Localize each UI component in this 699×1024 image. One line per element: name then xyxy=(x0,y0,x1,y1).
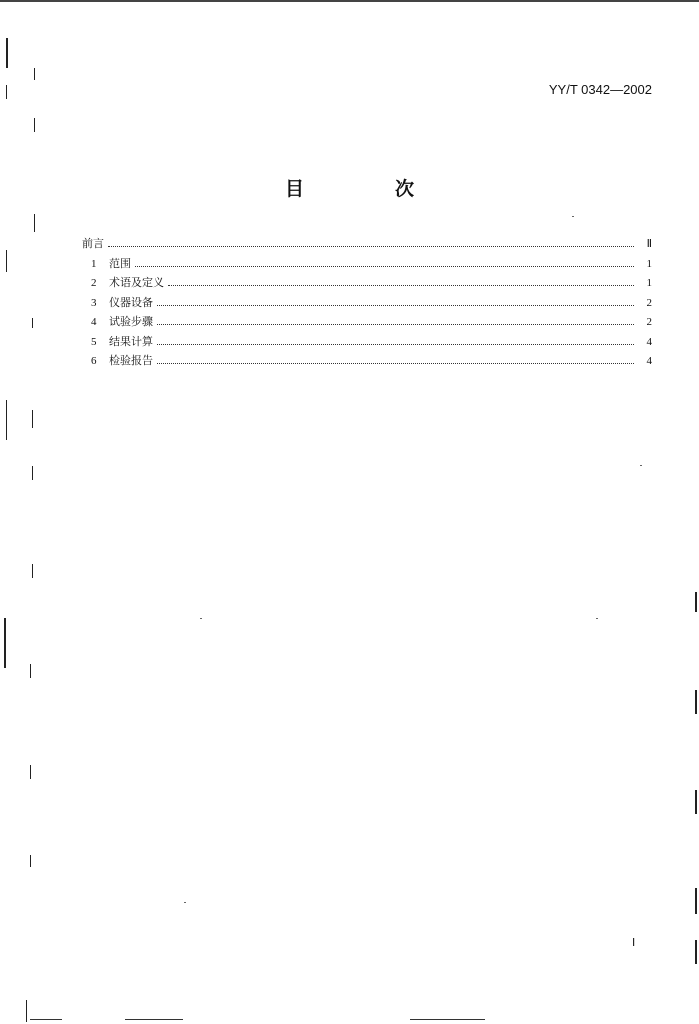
toc-entry-label: 试验步骤 xyxy=(109,315,153,328)
toc-entry-apparatus[interactable] xyxy=(82,294,652,314)
toc-entry-page: 2 xyxy=(646,296,652,309)
scan-speck xyxy=(572,216,574,217)
scan-mark xyxy=(30,855,31,867)
scan-speck xyxy=(200,618,202,619)
scan-mark xyxy=(32,318,33,328)
leader-dots xyxy=(108,245,634,247)
toc-entry-page: 1 xyxy=(646,277,652,289)
scan-mark xyxy=(695,940,697,964)
toc-entry-label: 前言 xyxy=(82,237,104,250)
scan-speck xyxy=(596,618,598,619)
toc-entry-number: 4 xyxy=(91,316,97,328)
toc-entry-scope[interactable] xyxy=(82,255,652,275)
scan-mark xyxy=(6,250,7,272)
toc-entry-number: 5 xyxy=(91,335,97,348)
scan-mark xyxy=(695,790,697,814)
scan-mark xyxy=(26,1000,27,1022)
toc-entry-label: 术语及定义 xyxy=(109,276,164,289)
scan-mark xyxy=(4,618,6,668)
leader-dots xyxy=(157,304,634,306)
scan-mark xyxy=(30,765,31,779)
toc-entry-label: 仪器设备 xyxy=(109,295,153,309)
toc-entry-page: 2 xyxy=(646,316,652,328)
toc-entry-page: 1 xyxy=(646,257,652,270)
scan-edge-top xyxy=(0,0,699,2)
leader-dots xyxy=(157,323,634,325)
scan-mark xyxy=(695,690,697,714)
scan-mark xyxy=(6,400,7,440)
toc-entry-number: 2 xyxy=(91,277,97,289)
scan-speck xyxy=(184,902,186,903)
toc-entry-label: 检验报告 xyxy=(109,354,153,367)
scan-mark xyxy=(32,564,33,578)
leader-dots xyxy=(157,343,634,345)
leader-dots xyxy=(157,362,634,364)
table-of-contents xyxy=(82,235,652,372)
toc-entry-page: Ⅱ xyxy=(646,238,652,250)
scan-mark xyxy=(125,1019,183,1020)
toc-entry-page: 4 xyxy=(646,355,652,367)
leader-dots xyxy=(135,265,634,267)
toc-entry-report[interactable] xyxy=(82,352,652,372)
scan-mark xyxy=(34,214,35,232)
toc-entry-procedure[interactable] xyxy=(82,313,652,333)
scan-mark xyxy=(32,410,33,428)
scan-mark xyxy=(34,118,35,132)
scan-mark xyxy=(410,1019,485,1020)
scan-mark xyxy=(695,592,697,612)
leader-dots xyxy=(168,284,634,286)
toc-title: 目 次 xyxy=(284,178,450,200)
toc-entry-foreword[interactable] xyxy=(82,235,652,255)
scan-mark xyxy=(30,1019,62,1020)
scan-mark xyxy=(32,466,33,480)
document-code: YY/T 0342—2002 xyxy=(548,82,652,97)
toc-entry-terms[interactable] xyxy=(82,274,652,294)
scan-mark xyxy=(30,664,31,678)
scan-speck xyxy=(640,465,642,466)
toc-entry-number: 3 xyxy=(91,296,97,309)
toc-entry-label: 范围 xyxy=(109,256,131,270)
page-number: Ⅰ xyxy=(632,937,636,949)
scan-mark xyxy=(34,68,35,80)
toc-entry-label: 结果计算 xyxy=(109,334,153,348)
toc-entry-number: 6 xyxy=(91,355,97,367)
scan-mark xyxy=(6,38,8,68)
scan-mark xyxy=(695,888,697,914)
toc-entry-number: 1 xyxy=(91,257,97,270)
toc-entry-page: 4 xyxy=(646,335,652,348)
scan-mark xyxy=(6,85,7,99)
toc-entry-calculation[interactable] xyxy=(82,333,652,353)
